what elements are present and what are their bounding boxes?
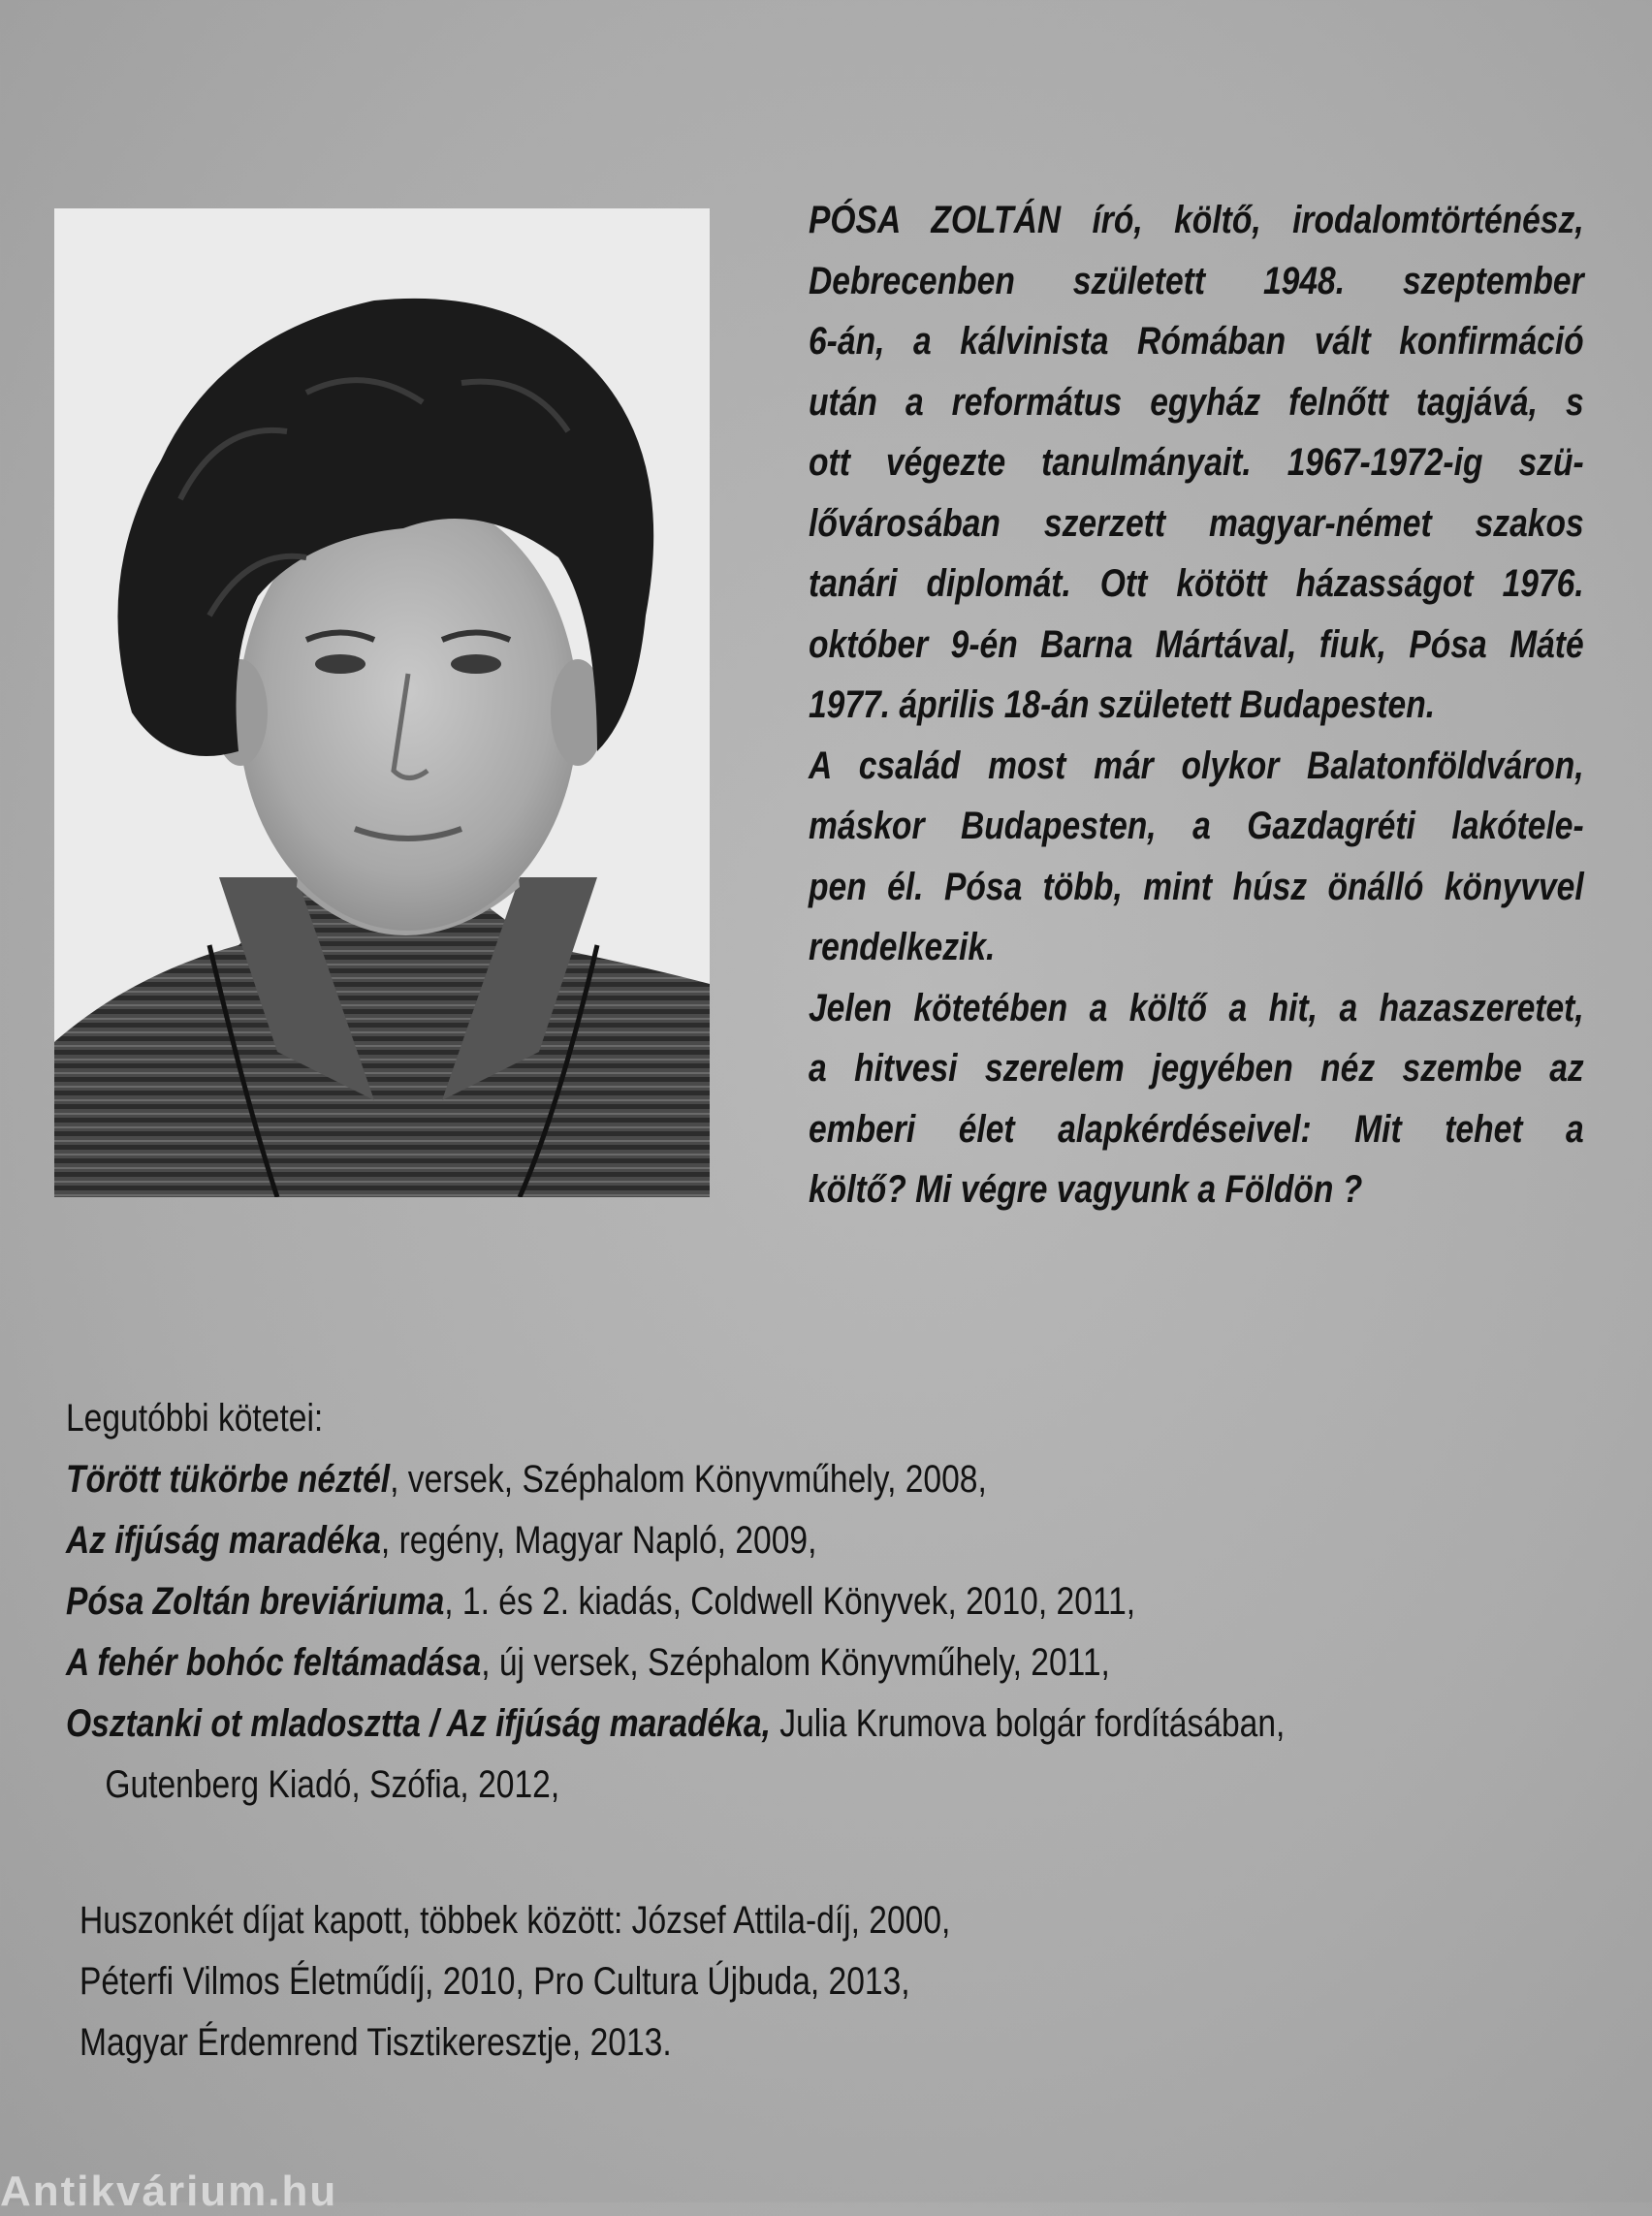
bio-text: író, költő, irodalomtörténész, [1061,199,1584,241]
bio-line: ott végezte tanulmányait. 1967-1972-ig szü- [809,441,1584,484]
bio-line: rendelkezik. [809,926,996,968]
awards-line: Magyar Érdemrend Tisztikeresztje, 2013. [79,2021,672,2064]
book-details: , regény, Magyar Napló, 2009, [380,1519,817,1562]
book-entry [66,1571,1369,1632]
book-details: , versek, Széphalom Könyvműhely, 2008, [390,1458,987,1501]
book-details: , 1. és 2. kiadás, Coldwell Könyvek, 2010, 2011, [444,1580,1136,1623]
bio-line: lővárosában szerzett magyar-német szakos [809,501,1584,545]
book-entry-continuation: Gutenberg Kiadó, Szófia, 2012, [105,1763,560,1806]
bio-line: 1977. április 18-án született Budapesten. [809,683,1436,726]
awards-section [79,1890,1382,2074]
bio-line: emberi élet alapkérdéseivel: Mit tehet a [809,1107,1584,1151]
author-name: PÓSA ZOLTÁN [809,199,1062,241]
bio-line: költő? Mi végre vagyunk a Földön ? [809,1168,1363,1211]
bio-line: október 9-én Barna Mártával, fiuk, Pósa Máté [809,622,1584,666]
book-title: A fehér bohóc feltámadása [66,1641,482,1684]
bio-line: után a református egyház felnőtt tagjává, s [809,380,1584,424]
watermark: Antikvárium.hu [0,2168,338,2215]
bio-line: a hitvesi szerelem jegyében néz szembe az [809,1047,1584,1090]
book-details: , új versek, Széphalom Könyvműhely, 2011, [481,1641,1110,1684]
bio-line: Debrecenben született 1948. szeptember [809,259,1584,302]
awards-line: Huszonkét díjat kapott, többek között: József Attila-díj, 2000, [79,1899,951,1942]
recent-books-section [66,1388,1369,1816]
bio-line: Jelen kötetében a költő a hit, a hazaszeretet, [809,986,1584,1029]
book-title: Pósa Zoltán breviáriuma [66,1580,445,1623]
author-portrait-photo [54,208,710,1197]
bio-line: tanári diplomát. Ott kötött házasságot 1976. [809,562,1584,605]
book-entry [66,1632,1369,1694]
bio-line: A család most már olykor Balatonföldváron, [809,744,1584,787]
bio-line [809,190,1584,251]
bio-line: máskor Budapesten, a Gazdagréti lakótele- [809,805,1584,847]
bio-line: 6-án, a kálvinista Rómában vált konfirmáció [809,320,1584,363]
book-entry [66,1694,1369,1755]
book-title: Osztanki ot mladosztta / Az ifjúság maradéka, [66,1702,771,1745]
awards-line: Péterfi Vilmos Életműdíj, 2010, Pro Cultura Újbuda, 2013, [79,1960,910,2003]
book-title: Az ifjúság maradéka [66,1519,381,1562]
book-details: Julia Krumova bolgár fordításában, [770,1702,1286,1745]
author-biography [809,190,1584,1220]
book-entry [66,1449,1369,1510]
section-heading: Legutóbbi kötetei: [66,1397,324,1440]
book-entry [66,1510,1369,1571]
book-title: Törött tükörbe néztél [66,1458,391,1501]
portrait-illustration [54,208,710,1197]
bio-line: pen él. Pósa több, mint húsz önálló könyvvel [809,865,1584,908]
